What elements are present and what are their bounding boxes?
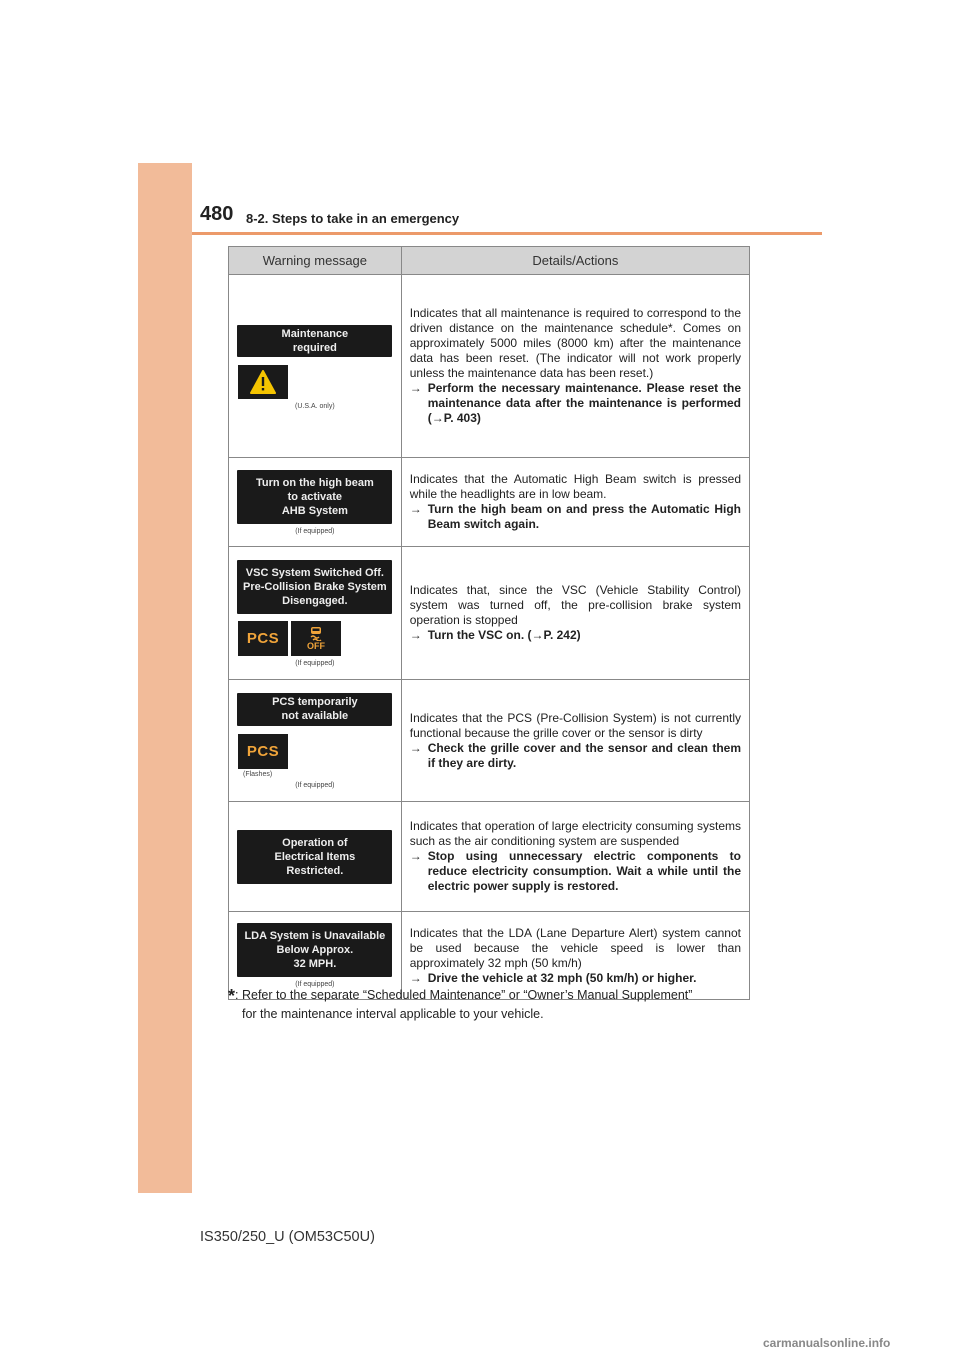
action-text: → Turn the VSC on. (→P. 242) bbox=[409, 628, 581, 642]
asterisk: * bbox=[228, 986, 236, 1006]
action-text: → Check the grille cover and the sensor and clean them if they are dirty. bbox=[409, 740, 741, 770]
warning-triangle-icon bbox=[250, 370, 276, 394]
message-cell bbox=[229, 275, 402, 458]
warning-indicator bbox=[238, 365, 288, 399]
indicator-group bbox=[238, 621, 401, 656]
pcs-indicator: PCS bbox=[238, 734, 288, 769]
description: Indicates that the Automatic High Beam switch is pressed while the headlights are in low beam. bbox=[409, 472, 741, 501]
table-header-row bbox=[229, 247, 750, 275]
table-row bbox=[229, 547, 750, 680]
footnote bbox=[228, 986, 750, 1023]
message-cell bbox=[229, 680, 402, 802]
description: Indicates that the PCS (Pre-Collision System) is not currently functional because the grille cover or the sensor is dirty bbox=[409, 710, 741, 740]
details-cell bbox=[401, 458, 749, 547]
section-title: 8-2. Steps to take in an emergency bbox=[246, 211, 460, 226]
message-cell bbox=[229, 802, 402, 912]
footnote-line-1: *: Refer to the separate “Scheduled Maintenance” or “Owner’s Manual Supplement” bbox=[228, 986, 693, 1006]
watermark[interactable]: carmanualsonline.info bbox=[763, 1336, 891, 1350]
message-cell bbox=[229, 547, 402, 680]
table-row bbox=[229, 458, 750, 547]
details-cell bbox=[401, 547, 749, 680]
details-cell bbox=[401, 275, 749, 458]
message-cell bbox=[229, 458, 402, 547]
display-screen: VSC System Switched Off. Pre-Collision Brake System Disengaged. bbox=[237, 560, 392, 614]
column-header-details: Details/Actions bbox=[401, 247, 749, 275]
header-rule bbox=[192, 232, 822, 235]
action-text: → Stop using unnecessary electric components to reduce electricity consumption. Wait a while until the electric power supply is restored. bbox=[409, 849, 741, 893]
display-screen: LDA System is Unavailable Below Approx. 32 MPH. bbox=[237, 923, 392, 977]
description: Indicates that operation of large electricity consuming systems such as the air conditioning system are suspended bbox=[409, 819, 741, 848]
details-cell bbox=[401, 802, 749, 912]
display-screen: Operation of Electrical Items Restricted. bbox=[237, 830, 392, 884]
action-text: → Perform the necessary maintenance. Please reset the maintenance data after the maintenance is performed (→P. 403) bbox=[409, 381, 741, 425]
table-row bbox=[229, 275, 750, 458]
indicator-group bbox=[238, 734, 401, 769]
display-screen: PCS temporarily not available bbox=[237, 693, 392, 726]
caption: (If equipped) bbox=[295, 981, 335, 988]
flashes-caption: (Flashes) bbox=[243, 770, 273, 778]
caption: (If equipped) bbox=[295, 527, 335, 535]
page-header bbox=[200, 203, 822, 231]
column-header-message: Warning message bbox=[229, 247, 402, 275]
table-row bbox=[229, 680, 750, 802]
model-code: IS350/250_U (OM53C50U) bbox=[200, 1229, 375, 1245]
action-text: → Turn the high beam on and press the Automatic High Beam switch again. bbox=[409, 502, 741, 531]
caption: (U.S.A. only) bbox=[295, 402, 335, 410]
caption: (If equipped) bbox=[295, 659, 335, 667]
action-text: → Drive the vehicle at 32 mph (50 km/h) or higher. bbox=[409, 970, 697, 985]
pcs-off-icon bbox=[291, 621, 341, 656]
table-row bbox=[229, 802, 750, 912]
side-tab-band bbox=[138, 163, 192, 1193]
display-screen: Maintenance required bbox=[237, 325, 392, 357]
description: Indicates that the LDA (Lane Departure Alert) system cannot be used because the vehicle speed is lower than approximately 32 mph (50 km/h) bbox=[409, 925, 741, 970]
warning-message-table bbox=[228, 246, 750, 1000]
caption: (If equipped) bbox=[295, 781, 335, 789]
description: Indicates that all maintenance is required to correspond to the driven distance on the maintenance schedule*. Comes on approximately 5000 miles (8000 km) after the maintenance data has been reset. (The indicator will not work properly unless the maintenance data has been reset.) bbox=[409, 306, 741, 380]
off-label: OFF bbox=[307, 641, 325, 651]
display-screen: Turn on the high beam to activate AHB System bbox=[237, 470, 392, 524]
description: Indicates that, since the VSC (Vehicle Stability Control) system was turned off, the pre-collision brake system operation is stopped bbox=[409, 583, 741, 627]
details-cell bbox=[401, 680, 749, 802]
car-skid-icon bbox=[308, 625, 324, 641]
pcs-indicator: PCS bbox=[238, 621, 288, 656]
footnote-line-2: for the maintenance interval applicable to your vehicle. bbox=[242, 1007, 544, 1021]
page-number: 480 bbox=[200, 203, 234, 225]
